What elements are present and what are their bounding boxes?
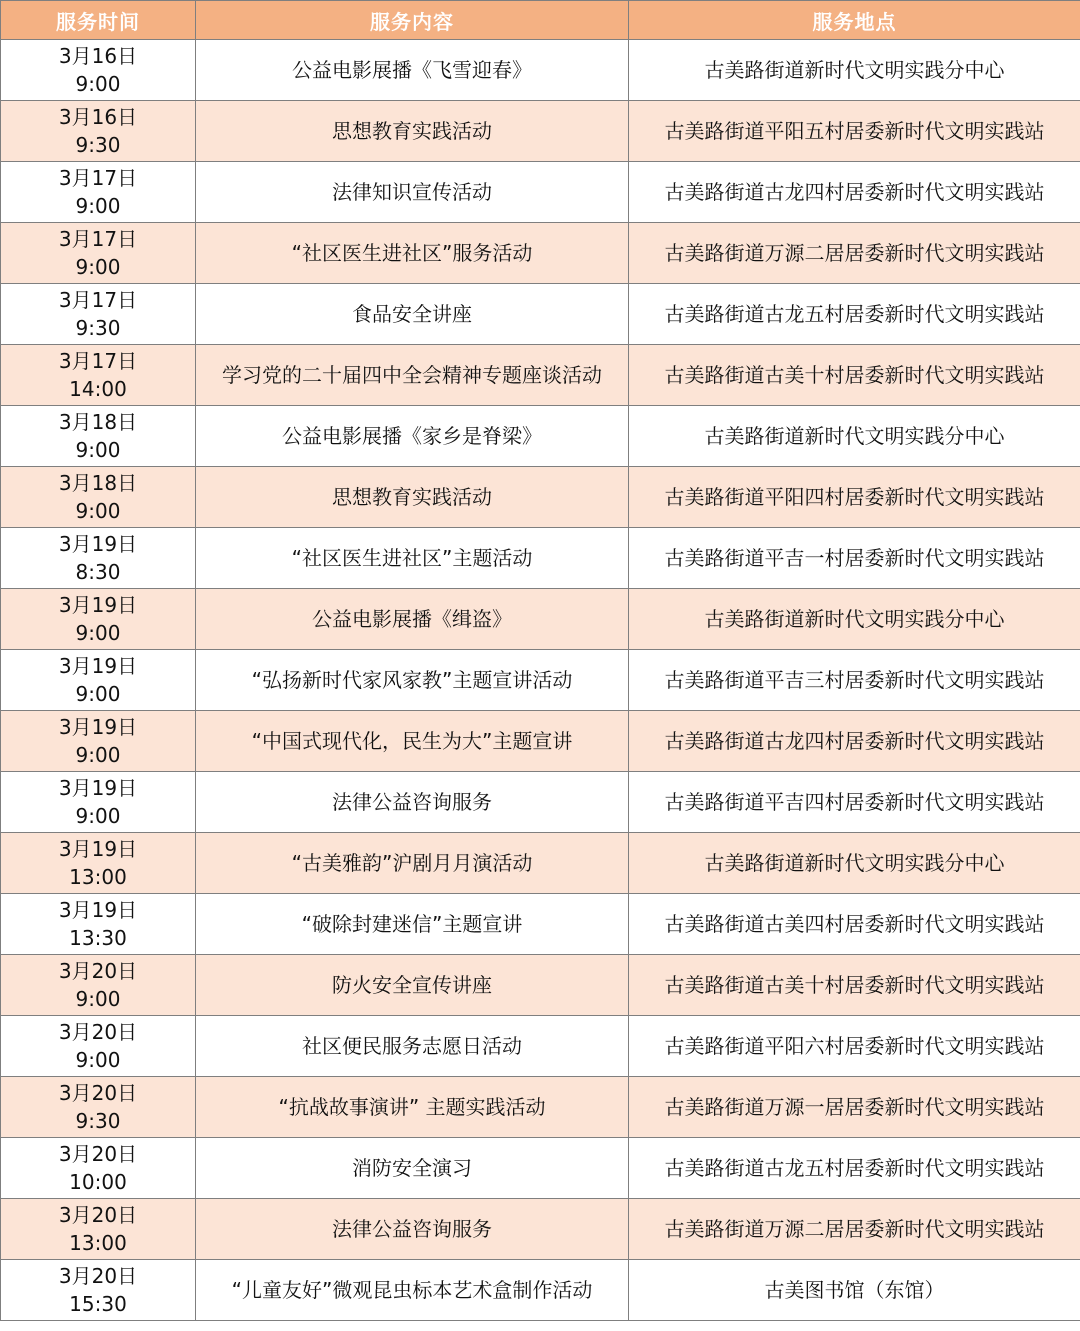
- service-content-cell: [196, 772, 629, 833]
- service-content: 防火安全宣传讲座: [332, 973, 492, 997]
- service-place: 古美路街道古美十村居委新时代文明实践站: [664, 973, 1045, 997]
- service-clock-time: 13:00: [69, 1231, 127, 1255]
- service-time-cell: [1, 162, 196, 223]
- service-place: 古美路街道古龙五村居委新时代文明实践站: [664, 302, 1045, 326]
- service-place: 古美路街道古美十村居委新时代文明实践站: [664, 363, 1045, 387]
- service-place-cell: [629, 1199, 1080, 1260]
- service-place-cell: [629, 1260, 1080, 1321]
- service-date: 3月19日: [58, 654, 138, 678]
- table-row: [1, 1138, 1080, 1199]
- service-date: 3月20日: [58, 1081, 138, 1105]
- service-content: 公益电影展播《缉盗》: [312, 607, 512, 631]
- service-content: “弘扬新时代家风家教”主题宣讲活动: [251, 668, 573, 692]
- table-row: [1, 772, 1080, 833]
- table-row: [1, 833, 1080, 894]
- header-service-content: 服务内容: [196, 1, 629, 40]
- service-content-cell: [196, 833, 629, 894]
- service-date: 3月20日: [58, 1142, 138, 1166]
- table-row: [1, 223, 1080, 284]
- service-content-cell: [196, 528, 629, 589]
- service-content: 社区便民服务志愿日活动: [302, 1034, 522, 1058]
- service-date: 3月19日: [58, 837, 138, 861]
- service-content-cell: [196, 955, 629, 1016]
- service-time-cell: [1, 894, 196, 955]
- service-content: 消防安全演习: [352, 1156, 472, 1180]
- service-place: 古美路街道古龙四村居委新时代文明实践站: [664, 729, 1045, 753]
- service-time-cell: [1, 345, 196, 406]
- service-clock-time: 13:00: [69, 865, 127, 889]
- table-row: [1, 345, 1080, 406]
- service-place-cell: [629, 1077, 1080, 1138]
- header-row: [1, 1, 1080, 40]
- service-date: 3月16日: [58, 105, 138, 129]
- service-place: 古美路街道新时代文明实践分中心: [704, 58, 1005, 82]
- service-content: “社区医生进社区”主题活动: [291, 546, 533, 570]
- service-place: 古美路街道平阳四村居委新时代文明实践站: [664, 485, 1045, 509]
- service-clock-time: 9:30: [75, 1109, 121, 1133]
- service-place-cell: [629, 589, 1080, 650]
- service-content-cell: [196, 650, 629, 711]
- service-content: 法律公益咨询服务: [332, 1217, 492, 1241]
- service-time-cell: [1, 772, 196, 833]
- table-row: [1, 589, 1080, 650]
- service-time-cell: [1, 1077, 196, 1138]
- service-content-cell: [196, 589, 629, 650]
- service-date: 3月17日: [58, 349, 138, 373]
- table-row: [1, 650, 1080, 711]
- service-content: “儿童友好”微观昆虫标本艺术盒制作活动: [231, 1278, 593, 1302]
- service-place: 古美路街道古龙四村居委新时代文明实践站: [664, 180, 1045, 204]
- service-time-cell: [1, 833, 196, 894]
- service-clock-time: 9:00: [75, 499, 121, 523]
- service-place: 古美路街道古龙五村居委新时代文明实践站: [664, 1156, 1045, 1180]
- service-content-cell: [196, 1077, 629, 1138]
- table-row: [1, 894, 1080, 955]
- table-row: [1, 284, 1080, 345]
- table-row: [1, 1199, 1080, 1260]
- service-time-cell: [1, 40, 196, 101]
- service-clock-time: 9:30: [75, 316, 121, 340]
- service-clock-time: 10:00: [69, 1170, 127, 1194]
- table-row: [1, 467, 1080, 528]
- table-row: [1, 406, 1080, 467]
- service-date: 3月20日: [58, 959, 138, 983]
- service-content-cell: [196, 467, 629, 528]
- service-place-cell: [629, 650, 1080, 711]
- service-content: “社区医生进社区”服务活动: [291, 241, 533, 265]
- service-time-cell: [1, 589, 196, 650]
- table-header: [1, 1, 1080, 40]
- service-content-cell: [196, 406, 629, 467]
- service-clock-time: 9:00: [75, 1048, 121, 1072]
- service-place-cell: [629, 955, 1080, 1016]
- service-content: 思想教育实践活动: [332, 485, 492, 509]
- service-place: 古美路街道万源二居居委新时代文明实践站: [664, 1217, 1045, 1241]
- service-date: 3月20日: [58, 1020, 138, 1044]
- service-time-cell: [1, 406, 196, 467]
- service-date: 3月19日: [58, 593, 138, 617]
- service-place-cell: [629, 894, 1080, 955]
- service-clock-time: 9:00: [75, 194, 121, 218]
- service-date: 3月19日: [58, 776, 138, 800]
- service-content: “抗战故事演讲” 主题实践活动: [278, 1095, 546, 1119]
- service-content: “古美雅韵”沪剧月月演活动: [291, 851, 533, 875]
- service-date: 3月20日: [58, 1203, 138, 1227]
- service-time-cell: [1, 528, 196, 589]
- service-clock-time: 15:30: [69, 1292, 127, 1316]
- service-place: 古美路街道新时代文明实践分中心: [704, 851, 1005, 875]
- service-content-cell: [196, 1016, 629, 1077]
- service-content: 法律知识宣传活动: [332, 180, 492, 204]
- service-date: 3月19日: [58, 898, 138, 922]
- service-time-cell: [1, 711, 196, 772]
- service-date: 3月17日: [58, 288, 138, 312]
- service-clock-time: 9:00: [75, 987, 121, 1011]
- service-time-cell: [1, 467, 196, 528]
- service-time-cell: [1, 1260, 196, 1321]
- service-place-cell: [629, 40, 1080, 101]
- table-row: [1, 1016, 1080, 1077]
- service-content-cell: [196, 101, 629, 162]
- service-clock-time: 9:00: [75, 255, 121, 279]
- service-clock-time: 9:00: [75, 743, 121, 767]
- service-time-cell: [1, 101, 196, 162]
- service-clock-time: 9:00: [75, 621, 121, 645]
- service-date: 3月20日: [58, 1264, 138, 1288]
- table-row: [1, 711, 1080, 772]
- service-content-cell: [196, 894, 629, 955]
- service-place: 古美图书馆（东馆）: [764, 1278, 945, 1302]
- service-clock-time: 9:00: [75, 804, 121, 828]
- service-place-cell: [629, 223, 1080, 284]
- service-time-cell: [1, 1138, 196, 1199]
- service-content-cell: [196, 1260, 629, 1321]
- service-time-cell: [1, 1199, 196, 1260]
- service-place-cell: [629, 345, 1080, 406]
- service-time-cell: [1, 1016, 196, 1077]
- service-content: “中国式现代化，民生为大”主题宣讲: [251, 729, 573, 753]
- service-content-cell: [196, 345, 629, 406]
- service-content-cell: [196, 223, 629, 284]
- service-content-cell: [196, 1138, 629, 1199]
- service-clock-time: 9:00: [75, 438, 121, 462]
- table-row: [1, 955, 1080, 1016]
- service-content: “破除封建迷信”主题宣讲: [301, 912, 523, 936]
- table-row: [1, 162, 1080, 223]
- service-place-cell: [629, 772, 1080, 833]
- service-date: 3月18日: [58, 471, 138, 495]
- service-date: 3月16日: [58, 44, 138, 68]
- service-clock-time: 13:30: [69, 926, 127, 950]
- service-content: 思想教育实践活动: [332, 119, 492, 143]
- service-content: 食品安全讲座: [352, 302, 472, 326]
- header-service-place: 服务地点: [629, 1, 1080, 40]
- service-content: 学习党的二十届四中全会精神专题座谈活动: [222, 363, 602, 387]
- service-place-cell: [629, 1016, 1080, 1077]
- service-content-cell: [196, 40, 629, 101]
- service-content: 公益电影展播《家乡是脊梁》: [282, 424, 542, 448]
- service-place: 古美路街道平吉一村居委新时代文明实践站: [664, 546, 1045, 570]
- table-row: [1, 1260, 1080, 1321]
- service-date: 3月19日: [58, 715, 138, 739]
- service-date: 3月17日: [58, 166, 138, 190]
- service-date: 3月18日: [58, 410, 138, 434]
- service-place-cell: [629, 101, 1080, 162]
- service-date: 3月17日: [58, 227, 138, 251]
- service-time-cell: [1, 223, 196, 284]
- service-content: 法律公益咨询服务: [332, 790, 492, 814]
- service-place: 古美路街道古美四村居委新时代文明实践站: [664, 912, 1045, 936]
- service-place: 古美路街道新时代文明实践分中心: [704, 607, 1005, 631]
- service-clock-time: 14:00: [69, 377, 127, 401]
- table-row: [1, 101, 1080, 162]
- service-place: 古美路街道万源一居居委新时代文明实践站: [664, 1095, 1045, 1119]
- service-content-cell: [196, 711, 629, 772]
- service-place-cell: [629, 284, 1080, 345]
- service-place-cell: [629, 1138, 1080, 1199]
- service-clock-time: 9:00: [75, 682, 121, 706]
- service-time-cell: [1, 284, 196, 345]
- service-content-cell: [196, 1199, 629, 1260]
- service-place: 古美路街道平阳六村居委新时代文明实践站: [664, 1034, 1045, 1058]
- table-row: [1, 40, 1080, 101]
- table-row: [1, 1077, 1080, 1138]
- service-place-cell: [629, 467, 1080, 528]
- service-place: 古美路街道平吉四村居委新时代文明实践站: [664, 790, 1045, 814]
- service-place: 古美路街道平吉三村居委新时代文明实践站: [664, 668, 1045, 692]
- service-place: 古美路街道平阳五村居委新时代文明实践站: [664, 119, 1045, 143]
- service-content-cell: [196, 284, 629, 345]
- service-clock-time: 9:00: [75, 72, 121, 96]
- header-service-time: 服务时间: [1, 1, 196, 40]
- service-place-cell: [629, 711, 1080, 772]
- table-body: [1, 40, 1080, 1321]
- service-clock-time: 8:30: [75, 560, 121, 584]
- service-time-cell: [1, 955, 196, 1016]
- service-place-cell: [629, 833, 1080, 894]
- service-place: 古美路街道万源二居居委新时代文明实践站: [664, 241, 1045, 265]
- service-date: 3月19日: [58, 532, 138, 556]
- service-time-cell: [1, 650, 196, 711]
- table-row: [1, 528, 1080, 589]
- service-place-cell: [629, 162, 1080, 223]
- service-place-cell: [629, 406, 1080, 467]
- service-content-cell: [196, 162, 629, 223]
- service-place: 古美路街道新时代文明实践分中心: [704, 424, 1005, 448]
- service-place-cell: [629, 528, 1080, 589]
- service-clock-time: 9:30: [75, 133, 121, 157]
- service-content: 公益电影展播《飞雪迎春》: [292, 58, 532, 82]
